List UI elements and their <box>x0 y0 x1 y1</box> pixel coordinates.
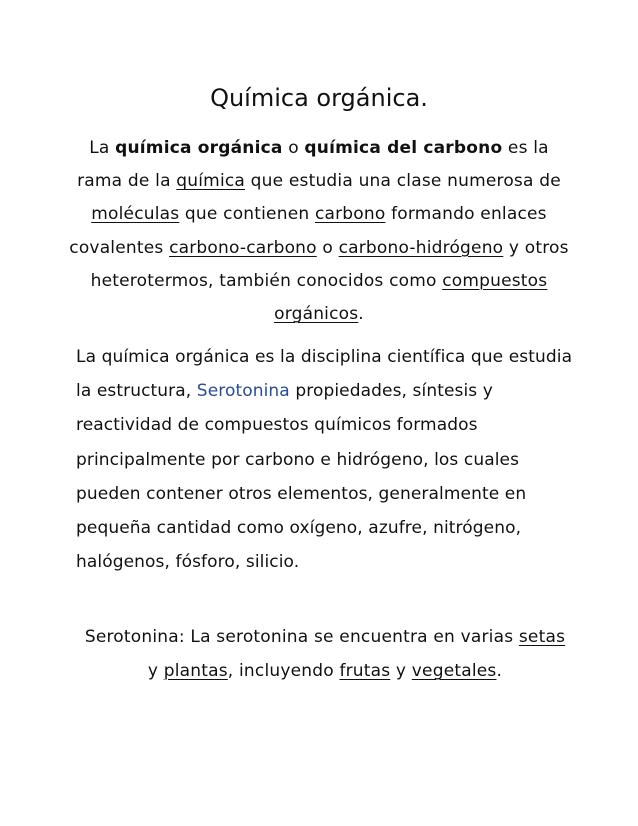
para2-text-1: La química orgánica es la disciplina científica que estudia la estructura, <box>76 347 573 402</box>
page-title: Química orgánica. <box>210 84 428 112</box>
para3-text-5: . <box>496 661 503 681</box>
link-quimica[interactable]: química <box>176 171 246 192</box>
serotonin-paragraph <box>80 620 570 688</box>
para1-text-9: . <box>358 304 364 325</box>
para1-text-6: formando enlaces covalentes <box>69 204 547 258</box>
link-carbono[interactable]: carbono <box>314 204 386 225</box>
para1-text-8: y otros heterotermos, también conocidos como <box>90 237 569 291</box>
para2-text-2: propiedades, síntesis y reactividad de compuestos químicos formados principalmente por carbono e hidrógeno, los cuales pueden contener otros elementos, generalmente en pequeña cantidad como oxígeno, azufre, nitrógeno, halógenos, fósforo, silicio. <box>76 381 527 573</box>
definition-paragraph <box>76 340 576 579</box>
para3-text-3: , incluyendo <box>227 661 340 681</box>
para3-text-2: y <box>147 661 164 681</box>
para3-text-4: y <box>390 661 412 681</box>
para1-text-5: que contienen <box>179 204 315 225</box>
link-carbono-carbono[interactable]: carbono-carbono <box>169 237 317 258</box>
link-compuestos-organicos[interactable]: compuestos orgánicos <box>274 270 548 325</box>
term-quimica-del-carbono: química del carbono <box>304 138 503 158</box>
link-serotonina[interactable]: Serotonina <box>196 381 290 402</box>
link-setas[interactable]: setas <box>518 627 566 647</box>
link-carbono-hidrogeno[interactable]: carbono-hidrógeno <box>338 237 504 258</box>
link-moleculas[interactable]: moléculas <box>91 204 180 225</box>
link-frutas[interactable]: frutas <box>339 661 391 681</box>
para1-text-7: o <box>316 237 339 258</box>
para1-text-1: La <box>89 138 116 158</box>
para1-text-3: es la rama de la <box>77 138 549 192</box>
link-plantas[interactable]: plantas <box>163 661 228 681</box>
term-quimica-organica: química orgánica <box>115 138 283 158</box>
para1-text-2: o <box>282 138 305 158</box>
intro-paragraph <box>66 132 572 331</box>
link-vegetales[interactable]: vegetales <box>411 661 497 681</box>
para3-text-1: Serotonina: La serotonina se encuentra en varias <box>84 627 519 647</box>
para1-text-4: que estudia una clase numerosa de <box>245 171 561 192</box>
